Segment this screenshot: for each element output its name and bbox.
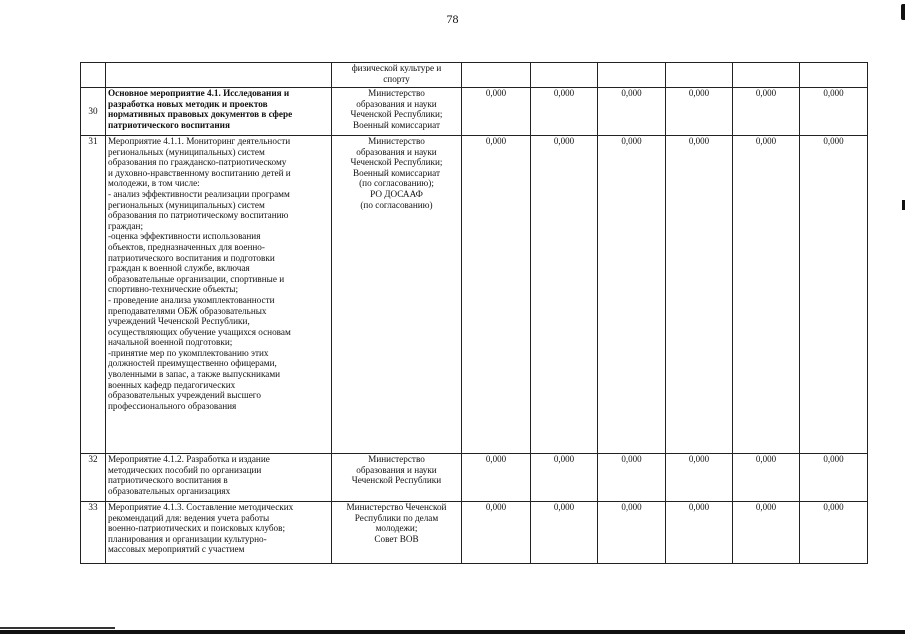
value-cell: 0,000: [598, 454, 666, 502]
responsible-line: образования и науки: [356, 146, 437, 157]
value-cell: 0,000: [800, 88, 868, 136]
title-line: - анализ эффективности реализации программ: [108, 188, 290, 199]
title-line: Мероприятие 4.1.1. Мониторинг деятельности: [108, 136, 291, 146]
responsible-line: Министерство Чеченской: [346, 502, 447, 512]
value-cell: 0,000: [733, 454, 800, 502]
value-cell: 0,000: [666, 454, 733, 502]
title-line: учреждений Чеченской Республики,: [108, 316, 250, 327]
table-row: [81, 454, 868, 502]
responsible-line: Совет ВОВ: [374, 533, 419, 544]
title-line: должностей преимущественно офицерами,: [108, 358, 277, 369]
activity-title-cell: [106, 88, 332, 136]
title-line: региональных (муниципальных) систем: [108, 146, 265, 157]
value-cell: 0,000: [666, 136, 733, 454]
scan-edge-mark: [901, 4, 905, 20]
title-line: образовательных учреждений высшего: [108, 390, 261, 401]
title-line: граждан к военной службе, включая: [108, 263, 250, 274]
title-line: военно-патриотических и поисковых клубов;: [108, 523, 286, 534]
value-cell: 0,000: [598, 88, 666, 136]
value-cell: 0,000: [800, 502, 868, 564]
row-number-cell: 31: [81, 136, 106, 454]
responsible-line: Военный комиссариат: [353, 119, 440, 130]
responsible-line: (по согласованию);: [359, 178, 434, 189]
title-line: патриотического воспитания в: [108, 475, 228, 486]
title-line: преподавателями ОБЖ образовательных: [108, 305, 267, 316]
responsible-line: Министерство: [368, 454, 425, 464]
row-number-cell: [81, 63, 106, 88]
responsible-line: Военный комиссариат: [353, 167, 440, 178]
title-line: рекомендаций для: ведения учета работы: [108, 512, 270, 523]
responsible-line: Республики по делам: [354, 512, 439, 523]
title-line: планирования и организации культурно-: [108, 533, 267, 544]
title-line: -оценка эффективности использования: [108, 231, 261, 242]
responsible-line: (по согласованию): [360, 199, 433, 210]
title-line: молодежи, в том числе:: [108, 178, 200, 189]
responsible-cell: [332, 454, 462, 502]
value-cell: [531, 63, 598, 88]
responsible-line: РО ДОСААФ: [370, 188, 423, 199]
responsible-cell: [332, 502, 462, 564]
value-cell: [800, 63, 868, 88]
responsible-cell: [332, 88, 462, 136]
value-cell: 0,000: [733, 136, 800, 454]
title-line: нормативных правовых документов в сфере: [108, 109, 293, 120]
program-activities-table: [80, 62, 868, 564]
title-line: патриотического воспитания и подготовки: [108, 252, 275, 263]
activity-title-cell: [106, 136, 332, 454]
row-number-cell: 32: [81, 454, 106, 502]
title-line: - проведение анализа укомплектованности: [108, 294, 275, 305]
title-line: Основное мероприятие 4.1. Исследования и: [108, 88, 290, 98]
value-cell: 0,000: [733, 502, 800, 564]
title-line: осуществляющих обучение учащихся основам: [108, 326, 291, 337]
title-line: граждан;: [108, 220, 144, 231]
responsible-line: Чеченской Республики;: [350, 109, 443, 120]
table-row: [81, 136, 868, 454]
title-line: Мероприятие 4.1.3. Составление методических: [108, 502, 294, 512]
table-row: [81, 88, 868, 136]
responsible-line: образования и науки: [356, 98, 437, 109]
value-cell: 0,000: [462, 502, 531, 564]
value-cell: 0,000: [733, 88, 800, 136]
value-cell: 0,000: [598, 136, 666, 454]
table-row: [81, 502, 868, 564]
title-line: -принятие мер по укомплектованию этих: [108, 347, 269, 358]
title-line: спортивно-технические объекты;: [108, 284, 239, 295]
title-line: методических пособий по организации: [108, 464, 262, 475]
activity-title-cell: [106, 63, 332, 88]
activity-title-cell: [106, 502, 332, 564]
title-line: и духовно-нравственному воспитанию детей и: [108, 167, 291, 178]
value-cell: 0,000: [531, 502, 598, 564]
row-number-cell: 30: [81, 88, 106, 136]
value-cell: 0,000: [531, 88, 598, 136]
responsible-line: молодежи;: [375, 523, 418, 534]
value-cell: 0,000: [531, 136, 598, 454]
row-number-cell: 33: [81, 502, 106, 564]
responsible-cell: [332, 136, 462, 454]
responsible-line: Чеченской Республики: [351, 475, 442, 486]
page-number: 78: [446, 12, 459, 26]
title-line: уволенными в запас, а также выпускниками: [108, 369, 281, 380]
value-cell: [598, 63, 666, 88]
responsible-line: образования и науки: [356, 464, 437, 475]
value-cell: 0,000: [598, 502, 666, 564]
value-cell: [733, 63, 800, 88]
value-cell: [666, 63, 733, 88]
value-cell: 0,000: [666, 502, 733, 564]
responsible-line: спорту: [383, 73, 410, 84]
value-cell: 0,000: [666, 88, 733, 136]
title-line: массовых мероприятий с участием: [108, 544, 245, 555]
scan-bottom-edge: [0, 627, 115, 629]
value-cell: 0,000: [800, 136, 868, 454]
title-line: образования по патриотическому воспитанию: [108, 210, 289, 221]
value-cell: [462, 63, 531, 88]
value-cell: 0,000: [462, 454, 531, 502]
table-row: [81, 63, 868, 88]
title-line: разработка новых методик и проектов: [108, 98, 268, 109]
value-cell: 0,000: [800, 454, 868, 502]
title-line: образовательных организациях: [108, 485, 231, 496]
title-line: образовательные организации, спортивные и: [108, 273, 285, 284]
value-cell: 0,000: [462, 88, 531, 136]
responsible-line: Министерство: [368, 136, 425, 146]
title-line: патриотического воспитания: [108, 119, 230, 130]
scan-bottom-edge: [0, 630, 905, 634]
value-cell: 0,000: [531, 454, 598, 502]
title-line: начальной военной подготовки;: [108, 337, 233, 348]
title-line: образования по гражданско-патриотическому: [108, 157, 287, 168]
title-line: региональных (муниципальных) систем: [108, 199, 265, 210]
responsible-line: физической культуре и: [351, 63, 442, 73]
title-line: объектов, предназначенных для военно-: [108, 241, 265, 252]
responsible-line: Министерство: [368, 88, 425, 98]
responsible-line: Чеченской Республики;: [350, 157, 443, 168]
title-line: профессионального образования: [108, 400, 237, 411]
activity-title-cell: [106, 454, 332, 502]
title-line: Мероприятие 4.1.2. Разработка и издание: [108, 454, 270, 464]
responsible-cell: [332, 63, 462, 88]
value-cell: 0,000: [462, 136, 531, 454]
title-line: военных кафедр педагогических: [108, 379, 236, 390]
